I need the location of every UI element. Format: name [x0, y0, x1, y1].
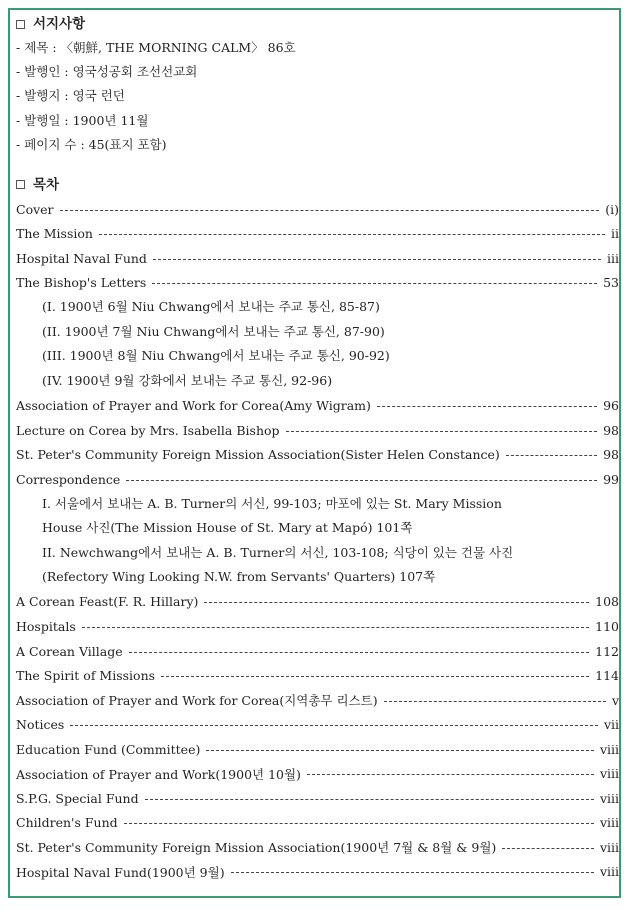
toc-entry: [16, 762, 619, 787]
toc-entry-title: Lecture on Corea by Mrs. Isabella Bishop: [16, 422, 280, 438]
toc-entry: [16, 835, 619, 860]
toc-entry-title: Hospitals: [16, 619, 76, 634]
toc-entry: [16, 663, 619, 688]
toc-entry-page: iii: [607, 250, 619, 266]
toc-leader-dashes: [231, 872, 594, 873]
toc-leader-dashes: [126, 480, 597, 481]
toc-entry-title: St. Peter's Community Foreign Mission Association(1900년 7월 & 8월 & 9월): [16, 840, 497, 856]
toc-entry-title: St. Peter's Community Foreign Mission Association(Sister Helen Constance): [16, 447, 500, 463]
toc-leader-dashes: [124, 823, 594, 824]
toc-entry: [16, 246, 619, 271]
bibliography-pages: - 페이지 수 : 45(표지 포함): [16, 136, 167, 152]
toc-entry-title: S.P.G. Special Fund: [16, 790, 139, 806]
toc-entry-title: A Corean Feast(F. R. Hillary): [16, 594, 199, 610]
toc-leader-dashes: [70, 725, 598, 726]
toc-leader-dashes: [99, 234, 605, 235]
toc-leader-dashes: [377, 406, 597, 407]
toc-entry-page: 98: [603, 447, 619, 463]
toc-entry: [16, 393, 619, 418]
toc-leader-dashes: [82, 627, 589, 628]
toc-entry: [16, 786, 619, 811]
bibliography-date: - 발행일 : 1900년 11월: [16, 112, 149, 128]
document-content: [16, 12, 619, 884]
toc-entry: [16, 442, 619, 467]
toc-entry-title: The Bishop's Letters: [16, 275, 147, 291]
toc-entry-page: vii: [603, 717, 619, 733]
toc-entry-title: Hospital Naval Fund(1900년 9월): [16, 864, 225, 880]
toc-subentry: I. 서울에서 보내는 A. B. Turner의 서신, 99-103; 마포에 있는 St. Mary Mission: [42, 495, 502, 511]
toc-entry-page: viii: [599, 864, 619, 880]
toc-leader-dashes: [153, 259, 601, 260]
toc-entry-title: The Spirit of Missions: [16, 668, 156, 684]
toc-entry-page: 110: [595, 619, 619, 634]
toc-entry-page: 96: [603, 398, 619, 414]
toc-leader-dashes: [161, 676, 589, 677]
toc-entry: [16, 467, 619, 492]
toc-entry-page: viii: [599, 815, 619, 831]
bibliography-title: - 제목 : 〈朝鮮, THE MORNING CALM〉 86호: [16, 40, 296, 55]
toc-leader-dashes: [384, 701, 606, 702]
toc-leader-dashes: [506, 455, 597, 456]
toc-leader-dashes: [145, 799, 594, 800]
toc-leader-dashes: [204, 602, 589, 603]
toc-entry-page: viii: [599, 790, 619, 806]
toc-leader-dashes: [286, 431, 598, 432]
toc-subentry: (I. 1900년 6월 Niu Chwang에서 보내는 주교 통신, 85-87): [42, 299, 380, 315]
toc-entry-page: 114: [595, 668, 619, 684]
toc-entry-title: Association of Prayer and Work(1900년 10월): [16, 766, 301, 782]
toc-entry-title: A Corean Village: [16, 643, 123, 659]
checkbox-square-icon: [16, 20, 25, 29]
toc-subentry: II. Newchwang에서 보내는 A. B. Turner의 서신, 103-108; 식당이 있는 건물 사진: [42, 544, 514, 560]
toc-heading-text: 목차: [33, 176, 60, 193]
toc-entry-page: 108: [595, 594, 619, 610]
toc-entry: [16, 712, 619, 737]
toc-entry-title: Education Fund (Committee): [16, 741, 201, 757]
toc-leader-dashes: [152, 283, 597, 284]
toc-list: [16, 197, 619, 884]
toc-entry: [16, 737, 619, 762]
toc-entry-page: 99: [603, 471, 619, 487]
toc-subentry: (III. 1900년 8월 Niu Chwang에서 보내는 주교 통신, 90-92): [42, 348, 390, 364]
toc-leader-dashes: [60, 210, 600, 211]
bibliography-heading: [16, 12, 619, 36]
toc-entry-page: 112: [595, 643, 619, 659]
toc-leader-dashes: [502, 848, 594, 849]
toc-subentry: (Refectory Wing Looking N.W. from Servants' Quarters) 107쪽: [42, 569, 436, 585]
toc-entry-page: viii: [599, 741, 619, 757]
toc-entry-page: 98: [603, 422, 619, 438]
toc-subentry: (II. 1900년 7월 Niu Chwang에서 보내는 주교 통신, 87-90): [42, 323, 385, 339]
bibliography-publisher: - 발행인 : 영국성공회 조선선교회: [16, 64, 198, 80]
toc-entry-title: Hospital Naval Fund: [16, 250, 147, 266]
toc-entry-page: viii: [599, 839, 619, 855]
toc-entry: [16, 639, 619, 664]
toc-leader-dashes: [206, 750, 594, 751]
toc-entry: [16, 688, 619, 713]
toc-entry-page: viii: [599, 766, 619, 782]
toc-entry-page: (i): [605, 201, 619, 217]
toc-leader-dashes: [129, 652, 590, 653]
toc-entry: [16, 418, 619, 443]
toc-leader-dashes: [307, 774, 594, 775]
toc-subentry: House 사진(The Mission House of St. Mary at Mapó) 101쪽: [42, 520, 413, 536]
toc-entry-title: Association of Prayer and Work for Corea(Amy Wigram): [16, 398, 371, 414]
toc-entry-title: Association of Prayer and Work for Corea(지역총무 리스트): [16, 693, 378, 709]
checkbox-square-icon: [16, 180, 25, 189]
toc-entry-title: Notices: [16, 717, 65, 733]
bibliography-heading-text: 서지사항: [33, 16, 86, 32]
toc-entry-title: Correspondence: [16, 471, 121, 487]
toc-entry-title: The Mission: [16, 226, 93, 242]
toc-entry: [16, 221, 619, 246]
toc-entry: [16, 860, 619, 885]
toc-entry-title: Cover: [16, 201, 54, 217]
toc-entry: [16, 197, 619, 222]
toc-entry-title: Children's Fund: [16, 815, 118, 831]
toc-entry: [16, 811, 619, 836]
toc-entry: [16, 271, 619, 296]
toc-entry: [16, 614, 619, 639]
toc-subentry: (IV. 1900년 9월 강화에서 보내는 주교 통신, 92-96): [42, 372, 333, 388]
toc-heading: [16, 173, 619, 197]
toc-entry-page: v: [611, 692, 619, 708]
toc-entry-page: ii: [611, 226, 619, 242]
bibliography-place: - 발행지 : 영국 런던: [16, 88, 125, 104]
toc-entry-page: 53: [603, 275, 619, 291]
toc-entry: [16, 590, 619, 615]
